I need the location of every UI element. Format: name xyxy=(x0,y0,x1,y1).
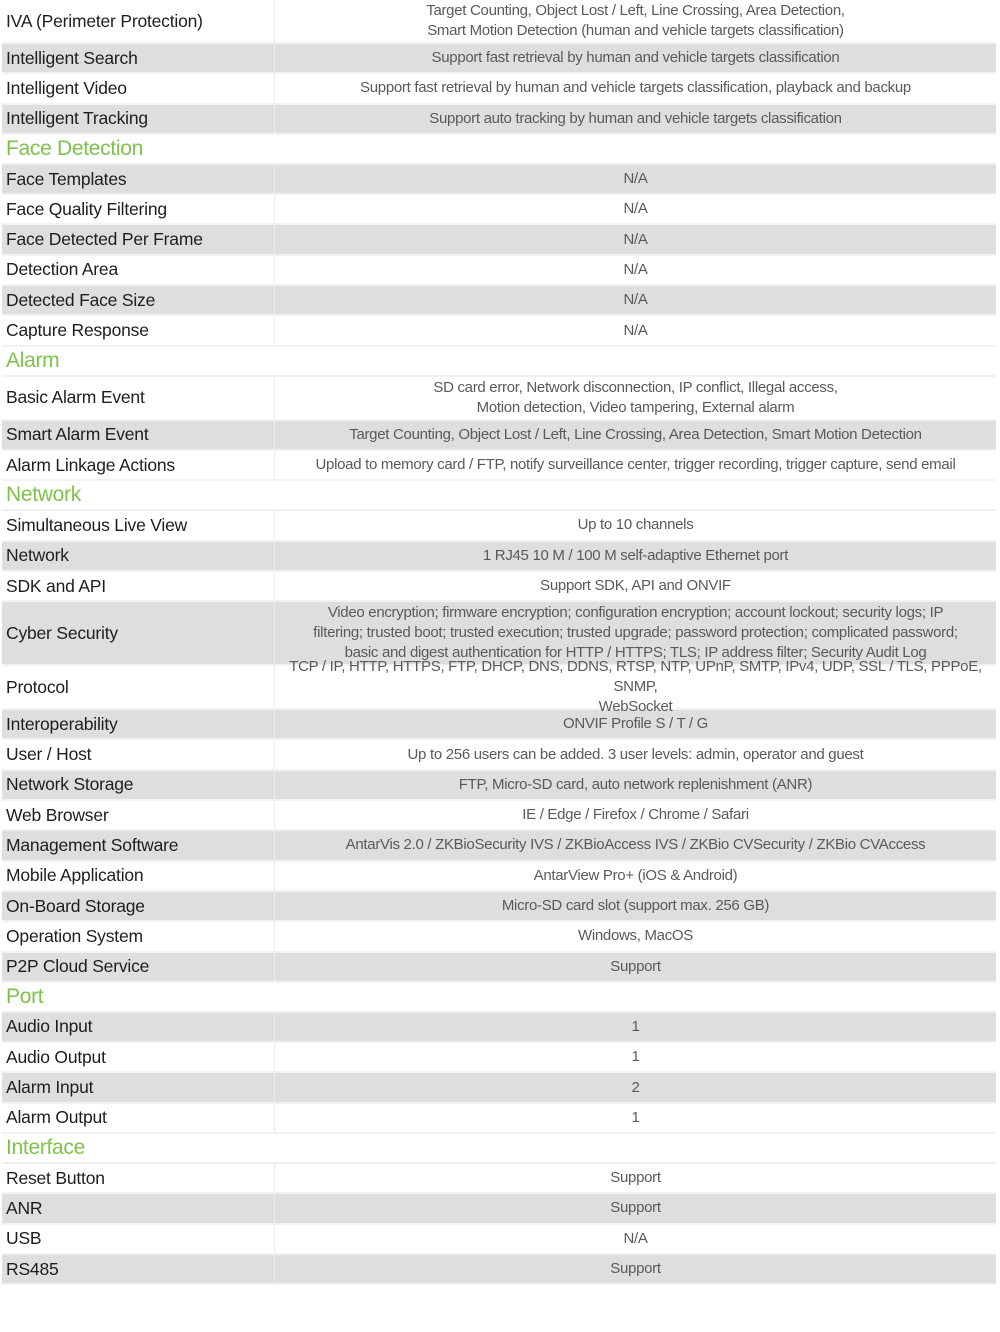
spec-row xyxy=(2,801,996,831)
spec-label: Intelligent Search xyxy=(2,44,275,72)
spec-value xyxy=(275,1043,996,1071)
spec-value-line: Support xyxy=(610,1199,661,1217)
spec-value xyxy=(275,74,996,102)
spec-value-lines xyxy=(623,1229,647,1249)
spec-value-lines xyxy=(281,657,990,717)
spec-label: Face Templates xyxy=(2,165,275,193)
spec-label: Audio Output xyxy=(2,1043,275,1071)
spec-value xyxy=(275,953,996,981)
spec-value xyxy=(275,511,996,539)
spec-value-lines xyxy=(578,515,694,535)
spec-row xyxy=(2,658,996,716)
spec-row xyxy=(2,1225,996,1255)
spec-row xyxy=(2,105,996,135)
spec-label: Alarm Output xyxy=(2,1104,275,1132)
spec-value-lines xyxy=(563,714,708,734)
spec-label: Interoperability xyxy=(2,710,275,738)
spec-value-line: IE / Edge / Firefox / Chrome / Safari xyxy=(522,806,749,824)
spec-row xyxy=(2,286,996,316)
spec-row xyxy=(2,771,996,801)
spec-row xyxy=(2,1194,996,1224)
spec-value xyxy=(275,256,996,284)
spec-row xyxy=(2,1013,996,1043)
spec-value xyxy=(275,1194,996,1222)
spec-value-lines xyxy=(623,260,647,280)
spec-value xyxy=(275,801,996,829)
spec-value-line: Smart Motion Detection (human and vehicle targets classification) xyxy=(427,22,844,39)
spec-value-lines xyxy=(432,48,840,68)
spec-value-lines xyxy=(408,745,864,765)
spec-value-line: N/A xyxy=(623,1229,648,1247)
spec-value xyxy=(275,658,996,716)
spec-label: Reset Button xyxy=(2,1164,275,1192)
spec-label: Smart Alarm Event xyxy=(2,421,275,449)
spec-value xyxy=(275,105,996,133)
spec-value-line: 1 xyxy=(631,1108,640,1126)
spec-value xyxy=(275,1104,996,1132)
spec-row xyxy=(2,953,996,983)
spec-value-line: basic and digest authentication for HTTP / HTTPS; TLS; IP address filter; Security Audit Log xyxy=(344,644,927,662)
spec-value-lines xyxy=(631,1078,639,1098)
spec-value-lines xyxy=(426,1,844,41)
spec-label: IVA (Perimeter Protection) xyxy=(2,0,275,42)
spec-label: User / Host xyxy=(2,740,275,768)
section-heading: Port xyxy=(2,983,996,1013)
spec-row xyxy=(2,195,996,225)
spec-value xyxy=(275,892,996,920)
spec-value-lines xyxy=(623,230,647,250)
spec-value xyxy=(275,1255,996,1283)
spec-value-lines xyxy=(623,169,647,189)
spec-value-line: Micro-SD card slot (support max. 256 GB) xyxy=(501,897,770,915)
spec-value xyxy=(275,377,996,419)
spec-value xyxy=(275,1164,996,1192)
spec-value-lines xyxy=(578,926,693,946)
spec-label: Capture Response xyxy=(2,316,275,344)
spec-label: Network xyxy=(2,542,275,570)
spec-row xyxy=(2,922,996,952)
spec-label: Mobile Application xyxy=(2,862,275,890)
spec-label: P2P Cloud Service xyxy=(2,953,275,981)
spec-label: Intelligent Tracking xyxy=(2,105,275,133)
spec-value-lines xyxy=(316,455,956,475)
spec-label: Face Detected Per Frame xyxy=(2,225,275,253)
spec-label: Cyber Security xyxy=(2,602,275,664)
spec-value-lines xyxy=(459,775,812,795)
spec-row xyxy=(2,165,996,195)
spec-value xyxy=(275,572,996,600)
spec-value-line: N/A xyxy=(623,170,648,188)
spec-value-line: WebSocket xyxy=(598,698,673,716)
spec-value-line: Support auto tracking by human and vehicle targets classification xyxy=(429,109,842,127)
spec-value-lines xyxy=(346,835,926,855)
spec-label: Audio Input xyxy=(2,1013,275,1041)
spec-value-line: ONVIF Profile S / T / G xyxy=(562,715,709,733)
spec-row xyxy=(2,542,996,572)
spec-row xyxy=(2,1255,996,1285)
spec-label: Simultaneous Live View xyxy=(2,511,275,539)
spec-value-lines xyxy=(631,1017,639,1037)
spec-label: Detection Area xyxy=(2,256,275,284)
spec-value xyxy=(275,771,996,799)
spec-value xyxy=(275,1073,996,1101)
spec-value-lines xyxy=(534,866,738,886)
spec-label: Network Storage xyxy=(2,771,275,799)
spec-value-line: 1 RJ45 10 M / 100 M self-adaptive Ethernet port xyxy=(482,546,789,564)
spec-value-line: TCP / IP, HTTP, HTTPS, FTP, DHCP, DNS, DDNS, RTSP, NTP, UPnP, SMTP, IPv4, UDP, SSL / TLS, PPPoE, SNMP, xyxy=(289,658,982,696)
spec-table xyxy=(2,0,996,1285)
spec-label: On-Board Storage xyxy=(2,892,275,920)
spec-value xyxy=(275,421,996,449)
spec-row xyxy=(2,421,996,451)
spec-row xyxy=(2,710,996,740)
spec-value-lines xyxy=(349,425,921,445)
spec-row xyxy=(2,256,996,286)
spec-value xyxy=(275,831,996,859)
spec-value-line: N/A xyxy=(623,321,648,339)
spec-label: Intelligent Video xyxy=(2,74,275,102)
spec-row xyxy=(2,511,996,541)
spec-row xyxy=(2,1104,996,1134)
spec-row xyxy=(2,572,996,602)
spec-row xyxy=(2,862,996,892)
spec-row xyxy=(2,892,996,922)
spec-label: Basic Alarm Event xyxy=(2,377,275,419)
spec-row xyxy=(2,831,996,861)
spec-value-line: Video encryption; firmware encryption; configuration encryption; account lockout; security logs; IP xyxy=(327,604,944,622)
spec-value-line: Target Counting, Object Lost / Left, Line Crossing, Area Detection, Smart Motion Detection xyxy=(349,425,922,443)
spec-value-lines xyxy=(623,199,647,219)
spec-row xyxy=(2,451,996,481)
spec-label: Management Software xyxy=(2,831,275,859)
spec-value xyxy=(275,195,996,223)
spec-value-line: 1 xyxy=(631,1048,640,1066)
spec-label: Protocol xyxy=(2,666,275,708)
spec-row xyxy=(2,1164,996,1194)
spec-label: SDK and API xyxy=(2,572,275,600)
spec-value-lines xyxy=(610,1259,660,1279)
spec-value-line: N/A xyxy=(623,260,648,278)
spec-label: USB xyxy=(2,1225,275,1253)
spec-value-lines xyxy=(429,109,841,129)
spec-value-line: Support fast retrieval by human and vehicle targets classification xyxy=(431,49,840,67)
spec-value-line: FTP, Micro-SD card, auto network replenishment (ANR) xyxy=(458,775,813,793)
spec-value xyxy=(275,602,996,664)
spec-row xyxy=(2,225,996,255)
spec-value-line: AntarVis 2.0 / ZKBioSecurity IVS / ZKBioAccess IVS / ZKBio CVSecurity / ZKBio CVAccess xyxy=(345,836,926,854)
spec-value-lines xyxy=(483,546,788,566)
section-heading: Alarm xyxy=(2,347,996,377)
spec-label: Detected Face Size xyxy=(2,286,275,314)
spec-row xyxy=(2,1073,996,1103)
spec-row xyxy=(2,74,996,104)
spec-value-lines xyxy=(610,1168,660,1188)
spec-row xyxy=(2,0,996,44)
spec-label: Face Quality Filtering xyxy=(2,195,275,223)
spec-value-lines xyxy=(540,576,731,596)
spec-value-lines xyxy=(360,78,911,98)
spec-value xyxy=(275,165,996,193)
spec-value-lines xyxy=(433,378,837,418)
spec-value xyxy=(275,451,996,479)
spec-value xyxy=(275,0,996,42)
spec-value-line: 1 xyxy=(631,1017,640,1035)
spec-value-lines xyxy=(631,1047,639,1067)
spec-value-line: Support xyxy=(610,1260,661,1278)
spec-value-line: AntarView Pro+ (iOS & Android) xyxy=(533,866,738,884)
spec-value-line: Target Counting, Object Lost / Left, Line Crossing, Area Detection, xyxy=(426,2,845,19)
spec-value-line: N/A xyxy=(623,200,648,218)
spec-value xyxy=(275,1225,996,1253)
spec-row xyxy=(2,44,996,74)
spec-value-lines xyxy=(522,805,749,825)
spec-value-line: SD card error, Network disconnection, IP conflict, Illegal access, xyxy=(433,378,838,396)
section-heading: Interface xyxy=(2,1134,996,1164)
spec-label: ANR xyxy=(2,1194,275,1222)
section-heading: Network xyxy=(2,481,996,511)
spec-value xyxy=(275,710,996,738)
spec-value-lines xyxy=(610,957,660,977)
spec-row xyxy=(2,316,996,346)
spec-value xyxy=(275,225,996,253)
spec-value-lines xyxy=(623,290,647,310)
spec-value xyxy=(275,740,996,768)
spec-value-line: Support xyxy=(610,1169,661,1187)
section-heading: Face Detection xyxy=(2,135,996,165)
spec-value-line: Support fast retrieval by human and vehicle targets classification, playback and backup xyxy=(360,79,911,97)
spec-value xyxy=(275,316,996,344)
spec-label: Operation System xyxy=(2,922,275,950)
spec-value-line: N/A xyxy=(623,230,648,248)
spec-value-line: 2 xyxy=(631,1078,640,1096)
spec-value xyxy=(275,1013,996,1041)
spec-value xyxy=(275,286,996,314)
spec-value-lines xyxy=(631,1108,639,1128)
spec-label: Web Browser xyxy=(2,801,275,829)
spec-value-line: Upload to memory card / FTP, notify surveillance center, trigger recording, trigger capture, send email xyxy=(315,456,956,474)
spec-value-line: Up to 256 users can be added. 3 user levels: admin, operator and guest xyxy=(407,745,864,763)
spec-row xyxy=(2,377,996,421)
spec-value xyxy=(275,44,996,72)
spec-value xyxy=(275,922,996,950)
spec-value-lines xyxy=(610,1198,660,1218)
spec-label: Alarm Linkage Actions xyxy=(2,451,275,479)
spec-label: Alarm Input xyxy=(2,1073,275,1101)
spec-value-line: Motion detection, Video tampering, External alarm xyxy=(476,398,795,416)
spec-row xyxy=(2,740,996,770)
spec-value-line: Windows, MacOS xyxy=(578,927,693,945)
spec-value-line: Up to 10 channels xyxy=(577,516,694,534)
spec-value-lines xyxy=(502,896,769,916)
spec-value-lines xyxy=(623,321,647,341)
spec-value-line: Support SDK, API and ONVIF xyxy=(540,577,731,594)
spec-value-line: N/A xyxy=(623,291,648,309)
spec-value-line: Support xyxy=(610,957,661,975)
spec-value-lines xyxy=(313,603,957,663)
spec-value xyxy=(275,862,996,890)
spec-label: RS485 xyxy=(2,1255,275,1283)
spec-value-line: filtering; trusted boot; trusted execution; trusted upgrade; password protection; complicated password; xyxy=(313,624,958,642)
spec-value xyxy=(275,542,996,570)
spec-row xyxy=(2,1043,996,1073)
